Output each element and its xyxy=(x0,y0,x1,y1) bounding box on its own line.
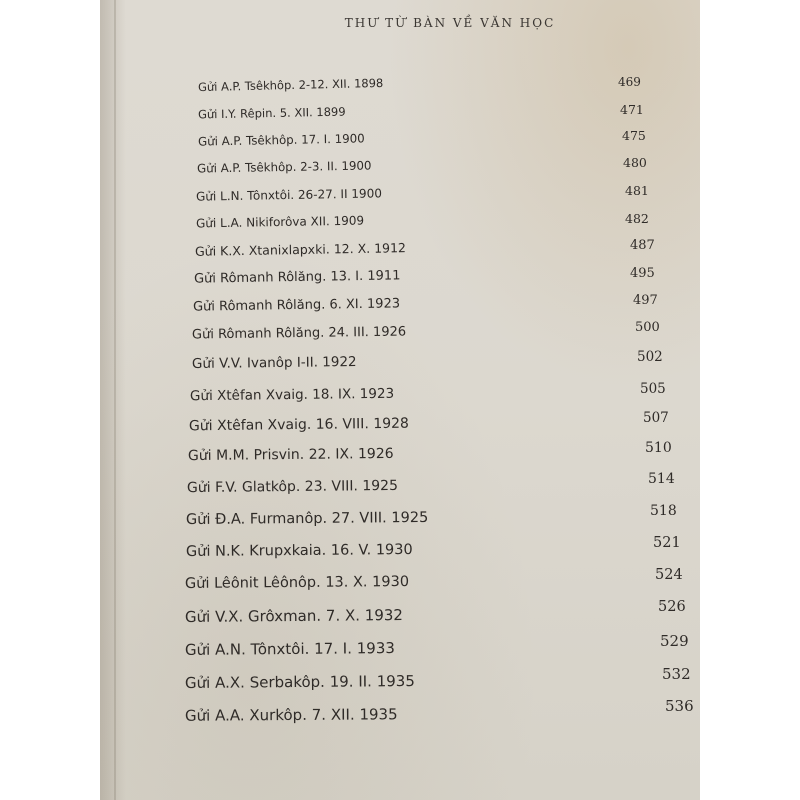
toc-entry-page: 495 xyxy=(630,266,655,281)
toc-entry-title: Gửi A.P. Tsêkhôp. 2-3. II. 1900 xyxy=(196,158,372,176)
toc-entry-page: 500 xyxy=(635,320,660,335)
toc-entry-title: Gửi L.A. Nikiforôva XII. 1909 xyxy=(195,213,365,231)
toc-entry xyxy=(100,102,700,132)
toc-entry-page: 505 xyxy=(640,381,666,397)
toc-entry xyxy=(100,632,700,666)
toc-entry xyxy=(100,381,700,413)
toc-entry-page: 526 xyxy=(658,599,686,615)
toc-entry-page: 480 xyxy=(623,155,647,170)
running-title: THƯ TỪ BÀN VỀ VĂN HỌC xyxy=(344,16,556,30)
toc-entry-page: 510 xyxy=(645,440,672,456)
toc-entry-title: Gửi F.V. Glatkôp. 23. VIII. 1925 xyxy=(186,477,399,497)
toc-entry xyxy=(100,440,700,473)
toc-entry-title: Gửi N.K. Krupxkaia. 16. V. 1930 xyxy=(185,542,413,560)
toc-entry-title: Gửi Lêônit Lêônôp. 13. X. 1930 xyxy=(184,574,410,592)
toc-entry-page: 529 xyxy=(660,632,689,650)
toc-entry-page: 518 xyxy=(650,503,677,519)
toc-entry-page: 469 xyxy=(618,75,641,89)
toc-entry xyxy=(100,599,700,633)
toc-entry xyxy=(100,503,700,537)
toc-entry-page: 521 xyxy=(653,535,681,551)
toc-entry-title: Gửi Đ.A. Furmanôp. 27. VIII. 1925 xyxy=(185,509,429,529)
toc-entry xyxy=(100,471,700,505)
toc-entry-page: 487 xyxy=(630,238,655,253)
toc-entry-title: Gửi Rômanh Rôlăng. 6. XI. 1923 xyxy=(192,296,401,315)
toc-entry xyxy=(100,75,700,104)
toc-entry-page: 481 xyxy=(625,183,649,198)
toc-entry xyxy=(100,410,700,443)
toc-entry xyxy=(100,293,700,324)
toc-entry-title: Gửi Xtêfan Xvaig. 18. IX. 1923 xyxy=(189,385,395,405)
toc-entry-page: 524 xyxy=(655,567,683,583)
toc-entry-title: Gửi V.V. Ivanôp I-II. 1922 xyxy=(191,353,357,373)
toc-entry-title: Gửi M.M. Prisvin. 22. IX. 1926 xyxy=(187,445,394,465)
toc-entry-title: Gửi Rômanh Rôlăng. 24. III. 1926 xyxy=(191,324,407,343)
toc-entry xyxy=(100,349,700,381)
toc-entry xyxy=(100,128,700,159)
toc-entry-page: 536 xyxy=(665,697,694,715)
toc-entry-title: Gửi A.N. Tônxtôi. 17. I. 1933 xyxy=(184,639,395,659)
toc-entry xyxy=(100,266,700,296)
toc-entry-page: 507 xyxy=(643,410,669,426)
toc-entry-page: 532 xyxy=(662,665,691,683)
table-of-contents xyxy=(100,0,700,800)
toc-entry-title: Gửi A.P. Tsêkhôp. 17. I. 1900 xyxy=(197,131,365,149)
toc-entry xyxy=(100,697,700,732)
toc-entry-page: 482 xyxy=(625,211,649,226)
toc-entry-title: Gửi A.X. Serbakôp. 19. II. 1935 xyxy=(184,671,415,693)
toc-entry-title: Gửi Xtêfan Xvaig. 16. VIII. 1928 xyxy=(188,415,410,435)
toc-entry-page: 497 xyxy=(633,293,658,308)
toc-entry xyxy=(100,155,700,186)
toc-entry-page: 514 xyxy=(648,471,675,487)
toc-entry xyxy=(100,567,700,601)
toc-entry xyxy=(100,183,700,214)
toc-entry xyxy=(100,665,700,699)
toc-entry xyxy=(100,211,700,241)
toc-entry-page: 502 xyxy=(637,349,663,365)
toc-entry-page: 475 xyxy=(622,128,646,143)
toc-entry-title: Gửi K.X. Xtanixlapxki. 12. X. 1912 xyxy=(194,240,407,259)
toc-entry-title: Gửi L.N. Tônxtôi. 26-27. II 1900 xyxy=(195,186,383,204)
toc-entry-title: Gửi A.P. Tsêkhôp. 2-12. XII. 1898 xyxy=(197,75,384,95)
toc-entry-title: Gửi I.Y. Rêpin. 5. XII. 1899 xyxy=(197,104,346,122)
toc-entry-title: Gửi A.A. Xurkôp. 7. XII. 1935 xyxy=(184,705,398,725)
book-page xyxy=(100,0,700,800)
toc-entry-title: Gửi Rômanh Rôlăng. 13. I. 1911 xyxy=(193,268,401,287)
toc-entry xyxy=(100,320,700,352)
toc-entry xyxy=(100,238,700,268)
toc-entry-page: 471 xyxy=(620,102,644,117)
toc-entry-title: Gửi V.X. Grôxman. 7. X. 1932 xyxy=(184,606,404,626)
toc-entry xyxy=(100,535,700,569)
